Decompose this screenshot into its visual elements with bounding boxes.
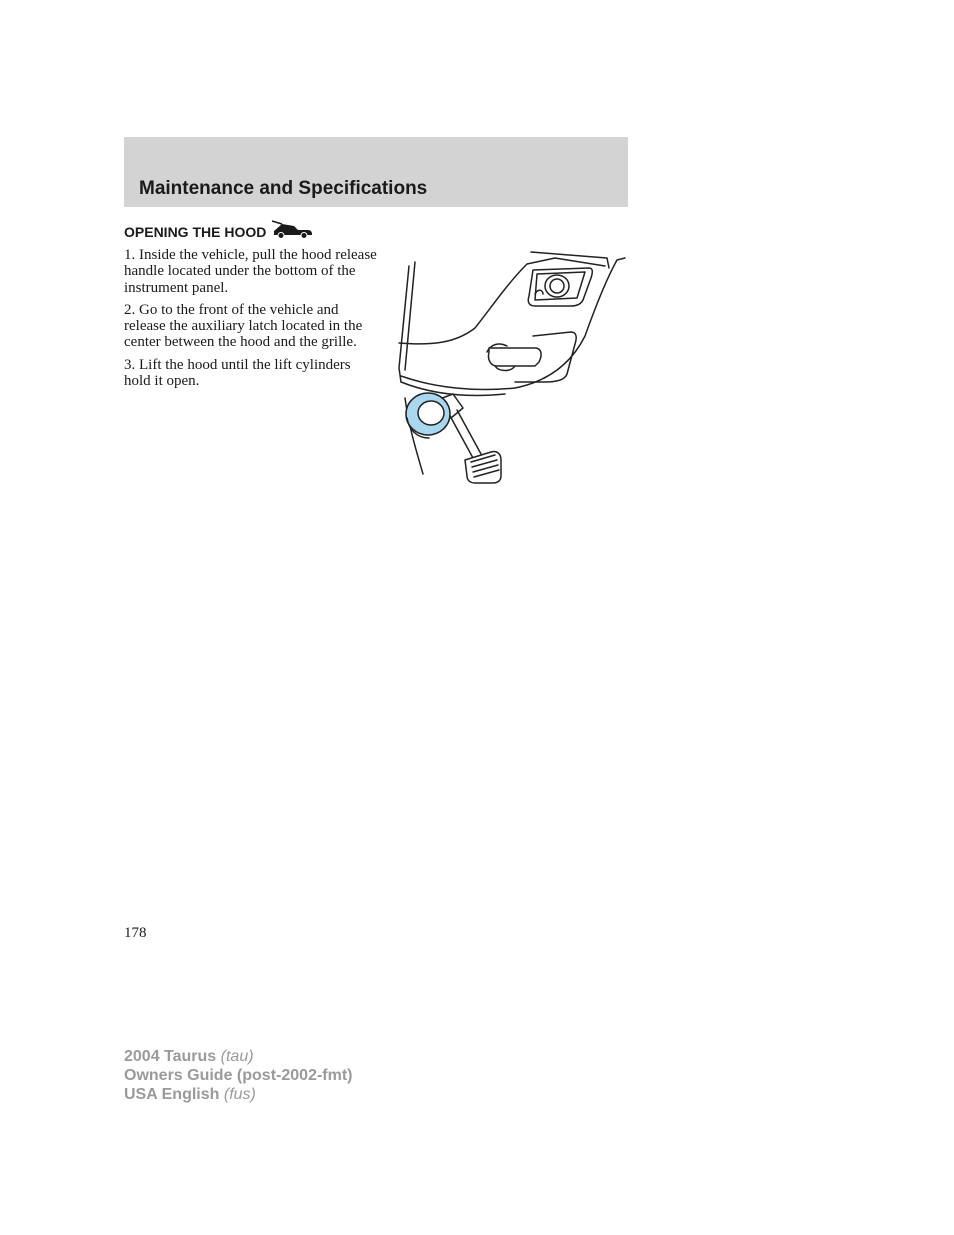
- car-hood-icon: [270, 220, 314, 243]
- page-number: 178: [124, 925, 147, 941]
- section-title: Maintenance and Specifications: [139, 178, 428, 199]
- footer-line-2: [124, 1066, 352, 1085]
- footer-language-code: (fus): [223, 1086, 256, 1103]
- hood-release-handle-illustration: [395, 248, 627, 488]
- footer-line-3: [124, 1085, 352, 1104]
- heading-text: OPENING THE HOOD: [124, 223, 267, 240]
- footer-line-1: [124, 1047, 352, 1066]
- instruction-steps: [124, 247, 379, 395]
- step-1: 1. Inside the vehicle, pull the hood release handle located under the bottom of the instrument panel.: [124, 247, 377, 296]
- footer-model: 2004 Taurus: [124, 1048, 217, 1065]
- section-heading: [124, 220, 314, 243]
- section-header-band: [124, 137, 628, 207]
- footer-model-code: (tau): [220, 1048, 254, 1065]
- step-2: 2. Go to the front of the vehicle and release the auxiliary latch located in the center between the hood and the grille.: [124, 301, 363, 351]
- footer-guide: Owners Guide (post-2002-fmt): [124, 1067, 353, 1084]
- footer-language: USA English: [124, 1086, 220, 1103]
- step-3: 3. Lift the hood until the lift cylinders hold it open.: [124, 356, 351, 390]
- document-footer: [124, 1047, 352, 1104]
